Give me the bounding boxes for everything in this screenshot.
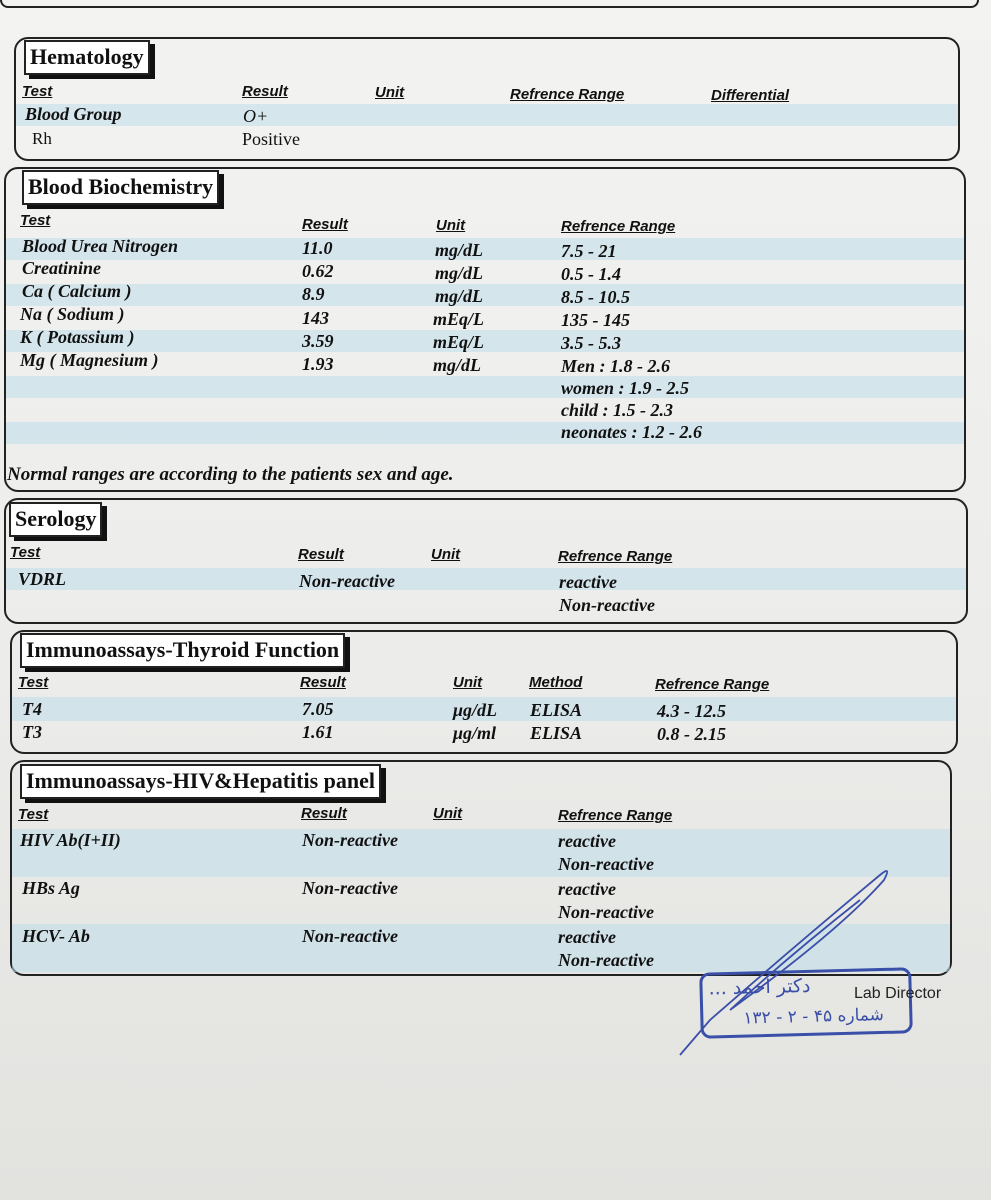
serology-panel: [4, 498, 968, 624]
hiv-range-2a: reactive: [558, 879, 616, 899]
hematology-header-unit: Unit: [375, 84, 405, 101]
row-band: [6, 422, 964, 444]
hiv-title: Immunoassays-HIV&Hepatitis panel: [20, 764, 381, 799]
serology-header-test: Test: [10, 544, 41, 561]
hematology-result-2: Positive: [242, 129, 301, 149]
biochem-test-2: Creatinine: [22, 258, 102, 278]
hiv-range-3b: Non-reactive: [558, 950, 654, 970]
hiv-result-1: Non-reactive: [302, 830, 398, 850]
thyroid-title: Immunoassays-Thyroid Function: [20, 633, 345, 668]
thyroid-result-1: 7.05: [302, 699, 334, 719]
biochem-range-neonates: neonates : 1.2 - 2.6: [561, 422, 702, 442]
hiv-header-test: Test: [18, 806, 49, 823]
biochem-result-6: 1.93: [302, 354, 334, 374]
lab-director-label: Lab Director: [854, 985, 942, 1002]
biochemistry-title: Blood Biochemistry: [22, 170, 219, 205]
thyroid-result-2: 1.61: [302, 722, 334, 742]
biochem-range-child: child : 1.5 - 2.3: [561, 400, 673, 420]
row-band: [6, 284, 964, 306]
hematology-header-range: Refrence Range: [510, 86, 625, 103]
biochem-result-3: 8.9: [302, 284, 325, 304]
biochem-unit-5: mEq/L: [433, 332, 485, 352]
stamp-number: شماره ۴۵ - ۲ - ۱۳۲: [743, 1004, 885, 1029]
serology-header-unit: Unit: [431, 546, 461, 563]
biochem-unit-1: mg/dL: [435, 240, 483, 260]
stamp-name: دکتر احمد ...: [708, 974, 811, 1000]
serology-title: Serology: [9, 502, 102, 537]
biochem-header-result: Result: [302, 216, 348, 233]
biochem-test-4: Na ( Sodium ): [20, 304, 125, 324]
thyroid-unit-2: μg/ml: [453, 723, 497, 743]
hiv-test-3: HCV- Ab: [22, 926, 90, 946]
thyroid-test-1: T4: [22, 699, 42, 719]
serology-header-result: Result: [298, 546, 344, 563]
top-border: [0, 0, 979, 8]
biochem-header-test: Test: [20, 212, 51, 229]
thyroid-header-method: Method: [529, 674, 583, 691]
hiv-result-3: Non-reactive: [302, 926, 398, 946]
biochem-range-6: Men : 1.8 - 2.6: [561, 356, 670, 376]
thyroid-test-2: T3: [22, 722, 42, 742]
biochem-test-6: Mg ( Magnesium ): [20, 350, 159, 370]
thyroid-header-unit: Unit: [453, 674, 483, 691]
biochem-header-range: Refrence Range: [561, 218, 676, 235]
hematology-header-result: Result: [242, 83, 288, 100]
hiv-range-1b: Non-reactive: [558, 854, 654, 874]
hematology-title: Hematology: [24, 40, 150, 75]
thyroid-unit-1: μg/dL: [453, 700, 498, 720]
hematology-test-2: Rh: [32, 129, 52, 148]
hematology-result-1: O+: [243, 106, 269, 126]
biochem-unit-6: mg/dL: [433, 355, 481, 375]
thyroid-range-1: 4.3 - 12.5: [657, 701, 726, 721]
hiv-range-1a: reactive: [558, 831, 616, 851]
thyroid-header-range: Refrence Range: [655, 676, 770, 693]
biochem-result-2: 0.62: [302, 261, 334, 281]
row-band: [6, 568, 966, 590]
biochem-range-3: 8.5 - 10.5: [561, 287, 630, 307]
biochem-unit-2: mg/dL: [435, 263, 483, 283]
biochem-range-2: 0.5 - 1.4: [561, 264, 621, 284]
biochem-test-1: Blood Urea Nitrogen: [22, 236, 179, 256]
thyroid-range-2: 0.8 - 2.15: [657, 724, 726, 744]
biochem-result-4: 143: [302, 308, 329, 328]
lab-stamp: [699, 967, 913, 1039]
row-band: [16, 104, 958, 126]
hiv-result-2: Non-reactive: [302, 878, 398, 898]
biochem-test-3: Ca ( Calcium ): [22, 281, 132, 301]
row-band: [6, 330, 964, 352]
hiv-header-unit: Unit: [433, 805, 463, 822]
hiv-header-range: Refrence Range: [558, 807, 673, 824]
thyroid-method-1: ELISA: [530, 700, 583, 720]
biochem-result-1: 11.0: [302, 238, 333, 258]
biochem-header-unit: Unit: [436, 217, 466, 234]
thyroid-header-test: Test: [18, 674, 49, 691]
biochem-note: Normal ranges are according to the patients sex and age.: [7, 464, 454, 485]
biochem-range-5: 3.5 - 5.3: [561, 333, 621, 353]
hematology-header-differential: Differential: [711, 87, 790, 104]
biochem-result-5: 3.59: [302, 331, 334, 351]
biochem-range-1: 7.5 - 21: [561, 241, 617, 261]
serology-range-1b: Non-reactive: [559, 595, 655, 615]
hiv-header-result: Result: [301, 805, 347, 822]
biochem-range-women: women : 1.9 - 2.5: [561, 378, 689, 398]
biochem-unit-3: mg/dL: [435, 286, 483, 306]
hiv-test-1: HIV Ab(I+II): [20, 830, 121, 850]
thyroid-method-2: ELISA: [530, 723, 583, 743]
serology-header-range: Refrence Range: [558, 548, 673, 565]
row-band: [6, 376, 964, 398]
serology-range-1a: reactive: [559, 572, 617, 592]
thyroid-header-result: Result: [300, 674, 346, 691]
biochem-unit-4: mEq/L: [433, 309, 485, 329]
serology-result-1: Non-reactive: [299, 571, 395, 591]
biochem-test-5: K ( Potassium ): [20, 327, 135, 347]
hiv-range-2b: Non-reactive: [558, 902, 654, 922]
biochem-range-4: 135 - 145: [561, 310, 630, 330]
hematology-header-test: Test: [22, 83, 53, 100]
serology-test-1: VDRL: [18, 569, 67, 589]
hematology-test-1: Blood Group: [25, 104, 122, 124]
hematology-panel: [14, 37, 960, 161]
hiv-range-3a: reactive: [558, 927, 616, 947]
hiv-test-2: HBs Ag: [22, 878, 80, 898]
